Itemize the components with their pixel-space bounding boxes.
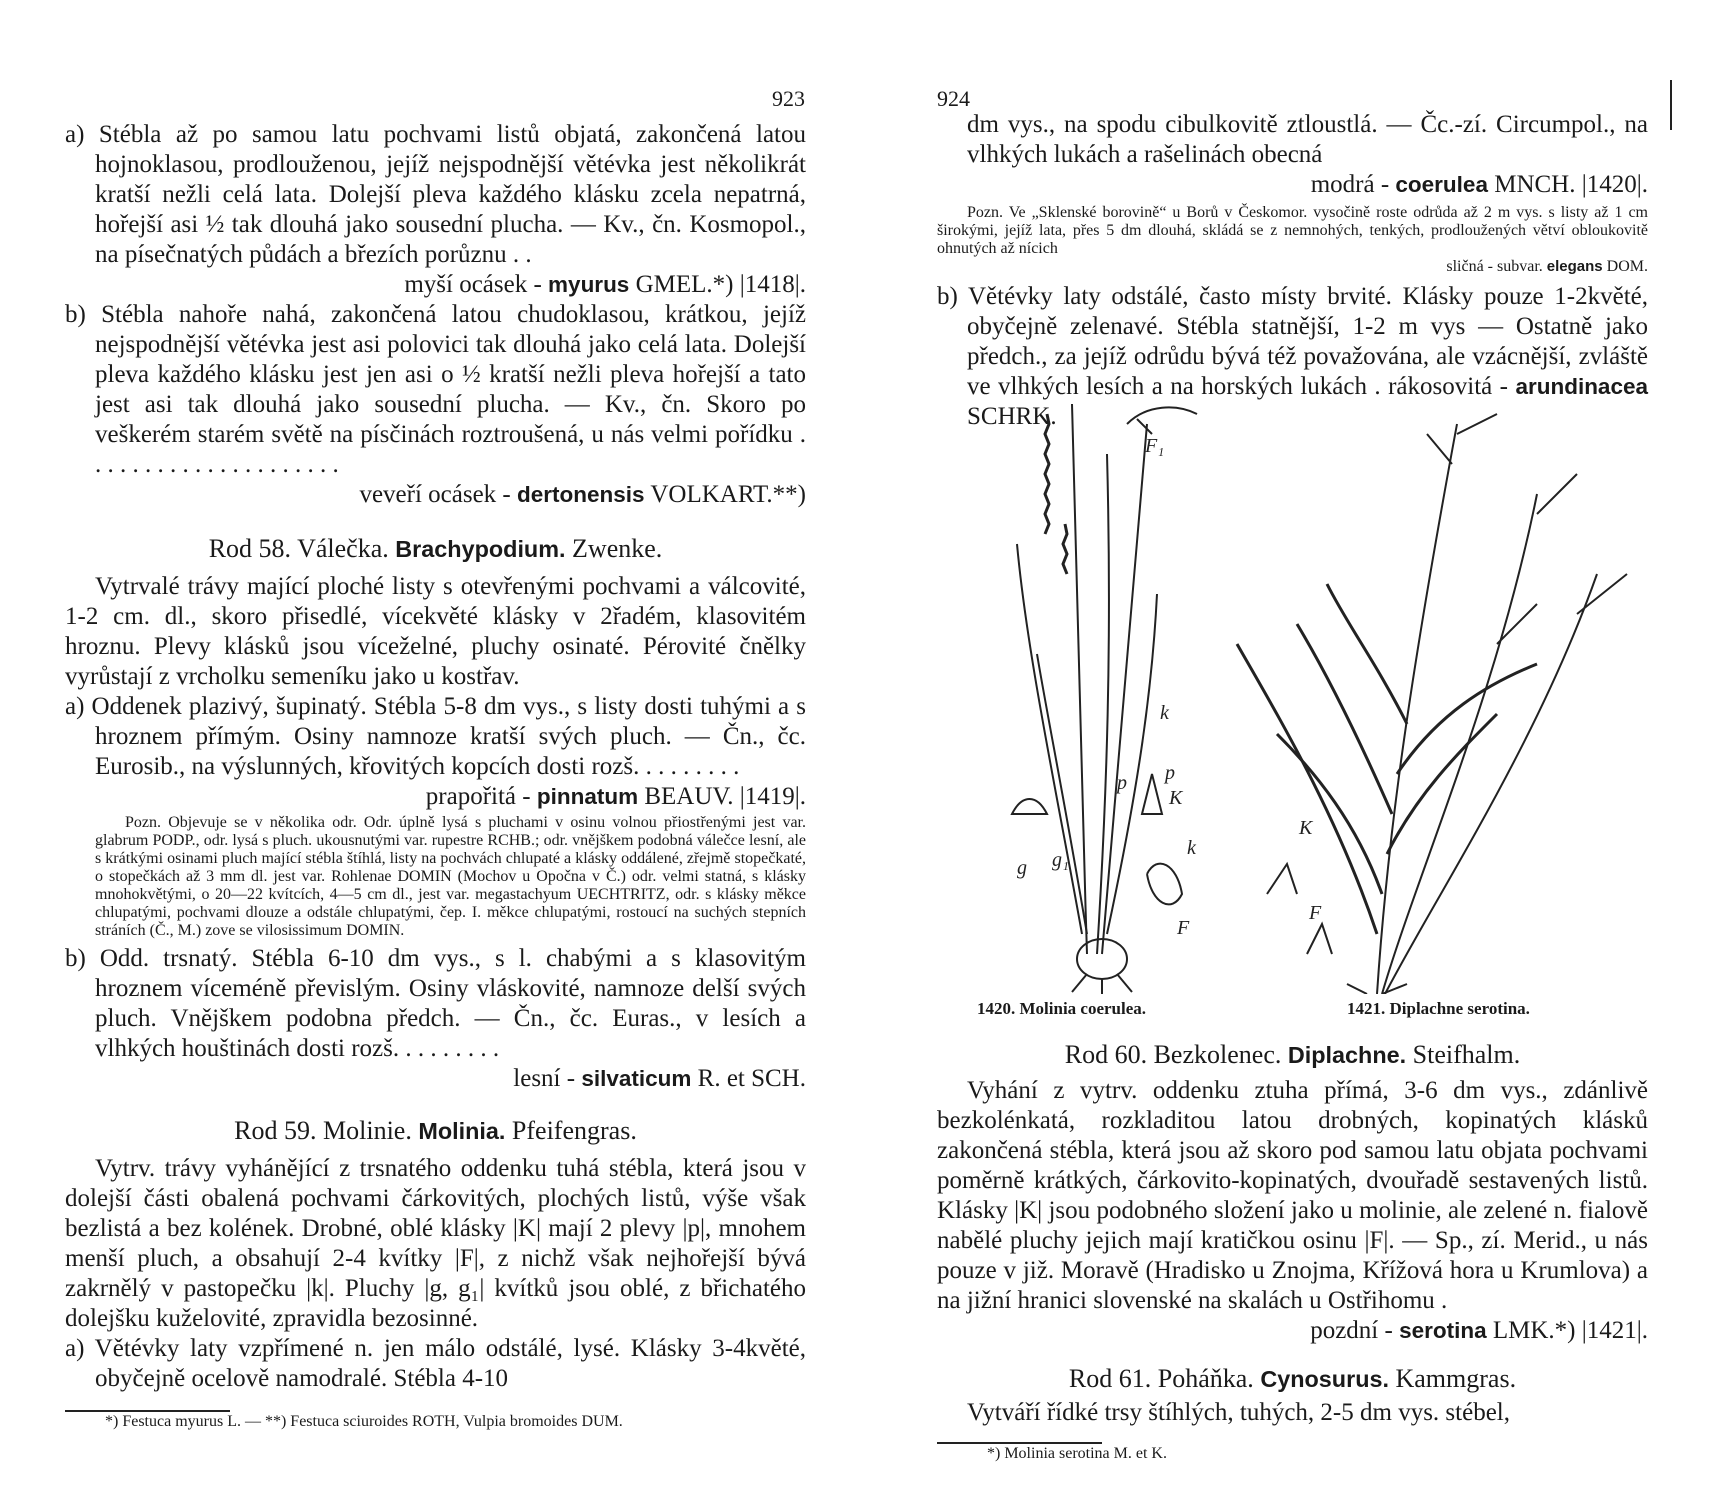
stem	[1377, 424, 1457, 994]
key-b-dertonensis: b) Stébla nahoře nahá, zakončená latou chudoklasou, krátkou, jejíž nejspodnější větévka jest asi polovici tak dlouhá jako celá lata. Dolejší pleva každého klásku jest jen asi o ½ kratší nežli pleva hořejší a tato jest asi tak dlouhá jako sousední plucha. — Kv., čn. Skoro po veškerém starém světě na písčinách roztroušená, u nás velmi pořídku . . . . . . . . . . . . . . . . . . . . .	[65, 301, 806, 478]
species-name-line: veveří ocásek - dertonensis VOLKART.**)	[359, 481, 806, 508]
plant-illustration	[937, 394, 1648, 994]
species-name-line: prapořitá - pinnatum BEAUV. |1419|.	[425, 783, 806, 810]
figure-label: K	[1299, 817, 1313, 839]
genus-description: Vytrv. trávy vyhánějící z trsnatého oddenku tuhá stébla, která jsou v dolejší části obalená pochvami čárkovitých, plochých listů, výše však bezlistá a bez kolének. Drobné, oblé klásky |K| mají 2 plevy |p|, mnohem menší pluch, a obsahují 2-4 kvítky |F|, z nichž však nejhořejší bývá zakrnělý v pastopečku |k|. Pluchy |g, g₁| kvítků jsou oblé, z břichatého dolejšku kuželovité, zpravidla bezosinné.	[65, 1155, 806, 1332]
figure-caption: 1420. Molinia coerulea.	[977, 999, 1147, 1018]
footnote: *) Festuca myurus L. — **) Festuca sciuroides ROTH, Vulpia bromoides DUM.	[105, 1413, 623, 1430]
right-text-column	[937, 110, 1648, 432]
page-number: 924	[937, 86, 970, 111]
stem	[1072, 404, 1087, 954]
figure-plate	[937, 394, 1648, 1024]
figure-caption: 1421. Diplachne serotina.	[1347, 999, 1530, 1018]
genus-heading: Rod 60. Bezkolenec. Diplachne. Steifhalm.	[1064, 1040, 1521, 1069]
key-b-arundinacea: b) Větévky laty odstálé, často místy brvité. Klásky pouze 1-2květé, obyčejně zelenavé. Stébla statnější, 1-2 m vys — Ostatně jako předch., za jejíž odrůdu bývá též považována, ale vzácnější, zvláště ve vlhkých lesích a na horských lukách . rákosovitá - arundinacea SCHRK.	[937, 283, 1648, 430]
root	[1072, 974, 1132, 994]
figure-label: F	[1309, 902, 1322, 924]
figure-label: k	[1187, 837, 1196, 859]
right-page	[867, 0, 1734, 1501]
footnote: *) Molinia serotina M. et K.	[987, 1445, 1167, 1462]
key-a-myurus: a) Stébla až po samou latu pochvami listů objatá, zakončená latou hojnoklasou, prodlouženou, jejíž nejspodnější větévka jest několikrát kratší nežli celá lata. Dolejší pleva každého klásku zcela nepatrná, hořejší asi ½ tak dlouhá jako sousední plucha. — Kv., čn. Kosmopol., na písečnatých půdách a březích porůznu . .	[65, 121, 806, 268]
species-name-line: lesní - silvaticum R. et SCH.	[513, 1065, 806, 1092]
genus-heading: Rod 61. Poháňka. Cynosurus. Kammgras.	[1068, 1364, 1517, 1393]
leaf	[1387, 714, 1497, 854]
figure-label: F₁	[1145, 435, 1165, 457]
key-b-silvaticum: b) Odd. trsnatý. Stébla 6-10 dm vys., s l. chabými a s klasovitým hroznem víceméně převislým. Osiny vláskovité, namnoze delší svých pluch. Vnějškem podobna předch. — Čn., čc. Euras., v lesích a vlhkých houštinách dosti rozš. . . . . . . . .	[65, 945, 806, 1062]
species-name-line: sličná - subvar. elegans DOM.	[1446, 258, 1648, 275]
figure-label: k	[1160, 702, 1169, 724]
figure-label: g₁	[1052, 849, 1069, 871]
branch	[1427, 414, 1627, 644]
leaf	[1237, 644, 1377, 934]
key-a-pinnatum: a) Oddenek plazivý, šupinatý. Stébla 5-8 dm vys., s listy dosti tuhými a s hroznem přímým. Osiny namnoze kratší svých pluch. — Čn., čc. Eurosib., na výslunných, křovitých kopcích dosti rozš. . . . . . . . .	[65, 693, 806, 780]
detail	[1147, 864, 1182, 905]
note-coerulea: Pozn. Ve „Sklenské borovině“ u Borů v Českomor. vysočině roste odrůda až 2 m vys. s listy až 1 cm širokými, jejíž lata, přes 5 dm dlouhá, skládá se z nemnohých, tenkých, prodloužených větví obloukovitě ohnutých až nícich	[937, 204, 1648, 257]
key-a-coerulea-cont: dm vys., na spodu cibulkovitě ztloustlá. — Čc.-zí. Circumpol., na vlhkých lukách a rašelinách obecná	[967, 111, 1648, 168]
detail	[1012, 799, 1047, 814]
genus-heading: Rod 59. Molinie. Molinia. Pfeifengras.	[234, 1116, 637, 1145]
genus-description: Vytrvalé trávy mající ploché listy s otevřenými pochvami a válcovité, 1-2 cm. dl., skoro přisedlé, vícekvěté klásky v 2řadém, klasovitém hroznu. Plevy klásků jsou víceželné, pluchy osinaté. Pérovité čnělky vyrůstají z vrcholku semeníku jako u kostřav.	[65, 573, 806, 690]
leaf	[1297, 624, 1392, 814]
note-pinnatum: Pozn. Objevuje se v několika odr. Odr. úplně lysá s pluchami v osinu volnou přiostřenými jest var. glabrum PODP., odr. lysá s pluch. ukousnutými var. rupestre RCHB.; odr. vnějškem podobná válečce lesní, ale s krátkými osinami pluch mající stébla štíhlá, listy na pochvách chlupaté a klásky oddálené, zřejmě stopečkaté, o stopečkách až 3 mm dl. jest var. Rohlenae DOMIN (Mochov u Opočna v Č.) odr. velmi statná, s klásky mnohokvětými, o 20—22 kvítcích, 4—5 cm dl., jest var. megastachyum UECHTRITZ, odr. s klásky měkce chlupatými, pochvami dlouze a odstále chlupatými, čep. I. měkce chlupatými, rostoucí na suchých stepních stráních (Č., M.) zove se vilosissimum DOMIN.	[95, 814, 806, 939]
key-a-coerulea: a) Větévky laty vzpřímené n. jen málo odstálé, lysé. Klásky 3-4květé, obyčejně ocelově namodralé. Stébla 4-10	[65, 1335, 806, 1392]
left-text-column	[65, 120, 806, 1432]
detail	[1142, 774, 1162, 814]
detail	[1267, 864, 1332, 954]
panicle	[1063, 524, 1067, 574]
figure-label: K	[1169, 787, 1183, 809]
stem	[1382, 494, 1537, 994]
figure-label: F	[1177, 917, 1190, 939]
genus-description: Vytváří řídké trsy štíhlých, tuhých, 2-5 dm vys. stébel,	[967, 1399, 1510, 1426]
margin-rule	[1670, 80, 1672, 130]
figure-label: p	[1165, 762, 1175, 784]
figure-label: g	[1017, 857, 1027, 879]
right-text-column-lower	[937, 1040, 1648, 1464]
detail	[1127, 407, 1197, 434]
species-name-line: modrá - coerulea MNCH. |1420|.	[1310, 171, 1648, 198]
species-name-line: myší ocásek - myurus GMEL.*) |1418|.	[404, 271, 806, 298]
stem	[1385, 574, 1597, 994]
genus-description: Vyhání z vytrv. oddenku ztuha přímá, 3-6 dm vys., zdánlivě bezkolénkatá, rozkladitou latou drobných, kopinatých klásků zakončená stébla, která jsou až skoro pod samou latu objata pochvami poměrně krátkých, čárkovito-kopinatých, dvouřadě sestavených listů. Klásky |K| jsou podobného složení jako u molinie, ale zelené n. fialově nabělé pluchy jejich mají kratičkou osinu |F|. — Sp., zí. Merid., u nás pouze v již. Moravě (Hradisko u Znojma, Křížová hora u Krumlova) a na jižní hranici slovenské na skalách u Ostřihomu .	[937, 1077, 1648, 1314]
figure-label: p	[1117, 772, 1127, 794]
stem	[1097, 454, 1109, 954]
panicle	[1045, 414, 1049, 534]
genus-heading: Rod 58. Válečka. Brachypodium. Zwenke.	[208, 534, 663, 563]
page-number: 923	[772, 86, 805, 111]
species-name-line: pozdní - serotina LMK.*) |1421|.	[1310, 1317, 1648, 1344]
